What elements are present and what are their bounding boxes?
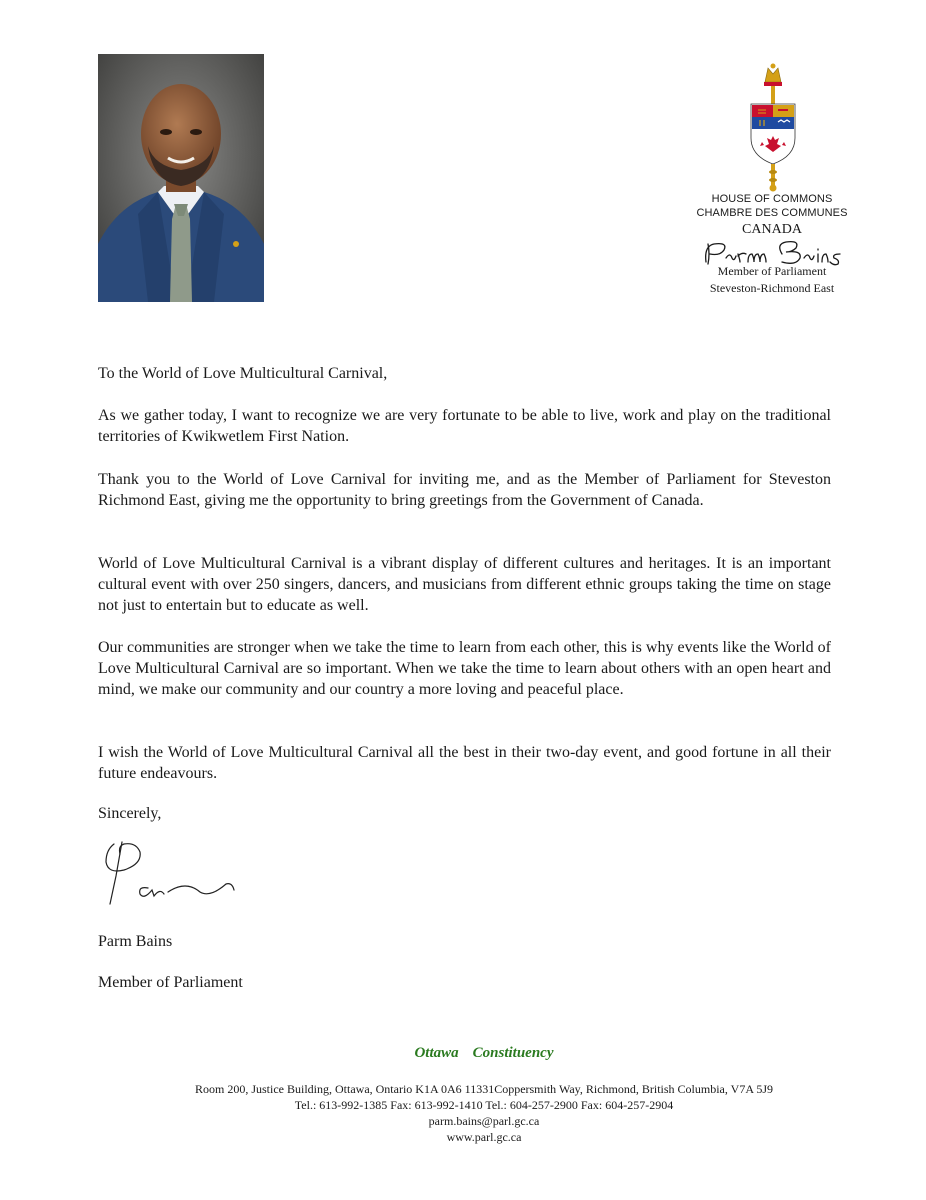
country-label: CANADA	[742, 222, 802, 237]
footer-heading-ottawa: Ottawa	[414, 1045, 459, 1061]
signer-title: Member of Parliament	[98, 974, 243, 991]
paragraph-4: Our communities are stronger when we take the time to learn from each other, this is why events like the World of Love Multicultural Carnival are so important. When we take the time to learn about others with an open heart and mind, we make our community and our country a more loving and peaceful place.	[98, 639, 831, 698]
signer-name: Parm Bains	[98, 933, 173, 950]
paragraph-5: I wish the World of Love Multicultural Carnival all the best in their two-day event, and good fortune in all their future endeavours.	[98, 744, 831, 782]
mp-role-label: Member of Parliament	[717, 264, 827, 278]
house-of-commons-en: HOUSE OF COMMONS	[711, 193, 833, 205]
footer-heading-constituency: Constituency	[472, 1045, 554, 1061]
footer-address: Room 200, Justice Building, Ottawa, Ontario K1A 0A6 11331Coppersmith Way, Richmond, British Columbia, V7A 5J9	[194, 1082, 774, 1096]
footer-phone: Tel.: 613-992-1385 Fax: 613-992-1410 Tel.: 604-257-2900 Fax: 604-257-2904	[294, 1098, 674, 1112]
footer-email: parm.bains@parl.gc.ca	[428, 1114, 540, 1128]
footer-heading	[0, 1045, 926, 1062]
paragraph-3: World of Love Multicultural Carnival is a vibrant display of different cultures and heritages. It is an important cultural event with over 250 singers, dancers, and musicians from different ethnic groups taking the time on stage not just to entertain but to educate as well.	[98, 555, 831, 614]
riding-label: Steveston-Richmond East	[709, 281, 835, 295]
closing: Sincerely,	[98, 805, 162, 822]
handwritten-signature	[96, 836, 236, 908]
house-of-commons-crest-icon	[748, 60, 798, 192]
paragraph-2: Thank you to the World of Love Carnival for inviting me, and as the Member of Parliament for Steveston Richmond East, giving me the opportunity to bring greetings from the Government of Canada.	[98, 471, 831, 509]
house-of-commons-fr: CHAMBRE DES COMMUNES	[696, 207, 848, 219]
paragraph-1: As we gather today, I want to recognize we are very fortunate to be able to live, work and play on the traditional territories of Kwikwetlem First Nation.	[98, 407, 831, 445]
mp-portrait-photo	[98, 54, 264, 302]
footer-website: www.parl.gc.ca	[446, 1130, 522, 1144]
salutation: To the World of Love Multicultural Carnival,	[98, 365, 388, 382]
